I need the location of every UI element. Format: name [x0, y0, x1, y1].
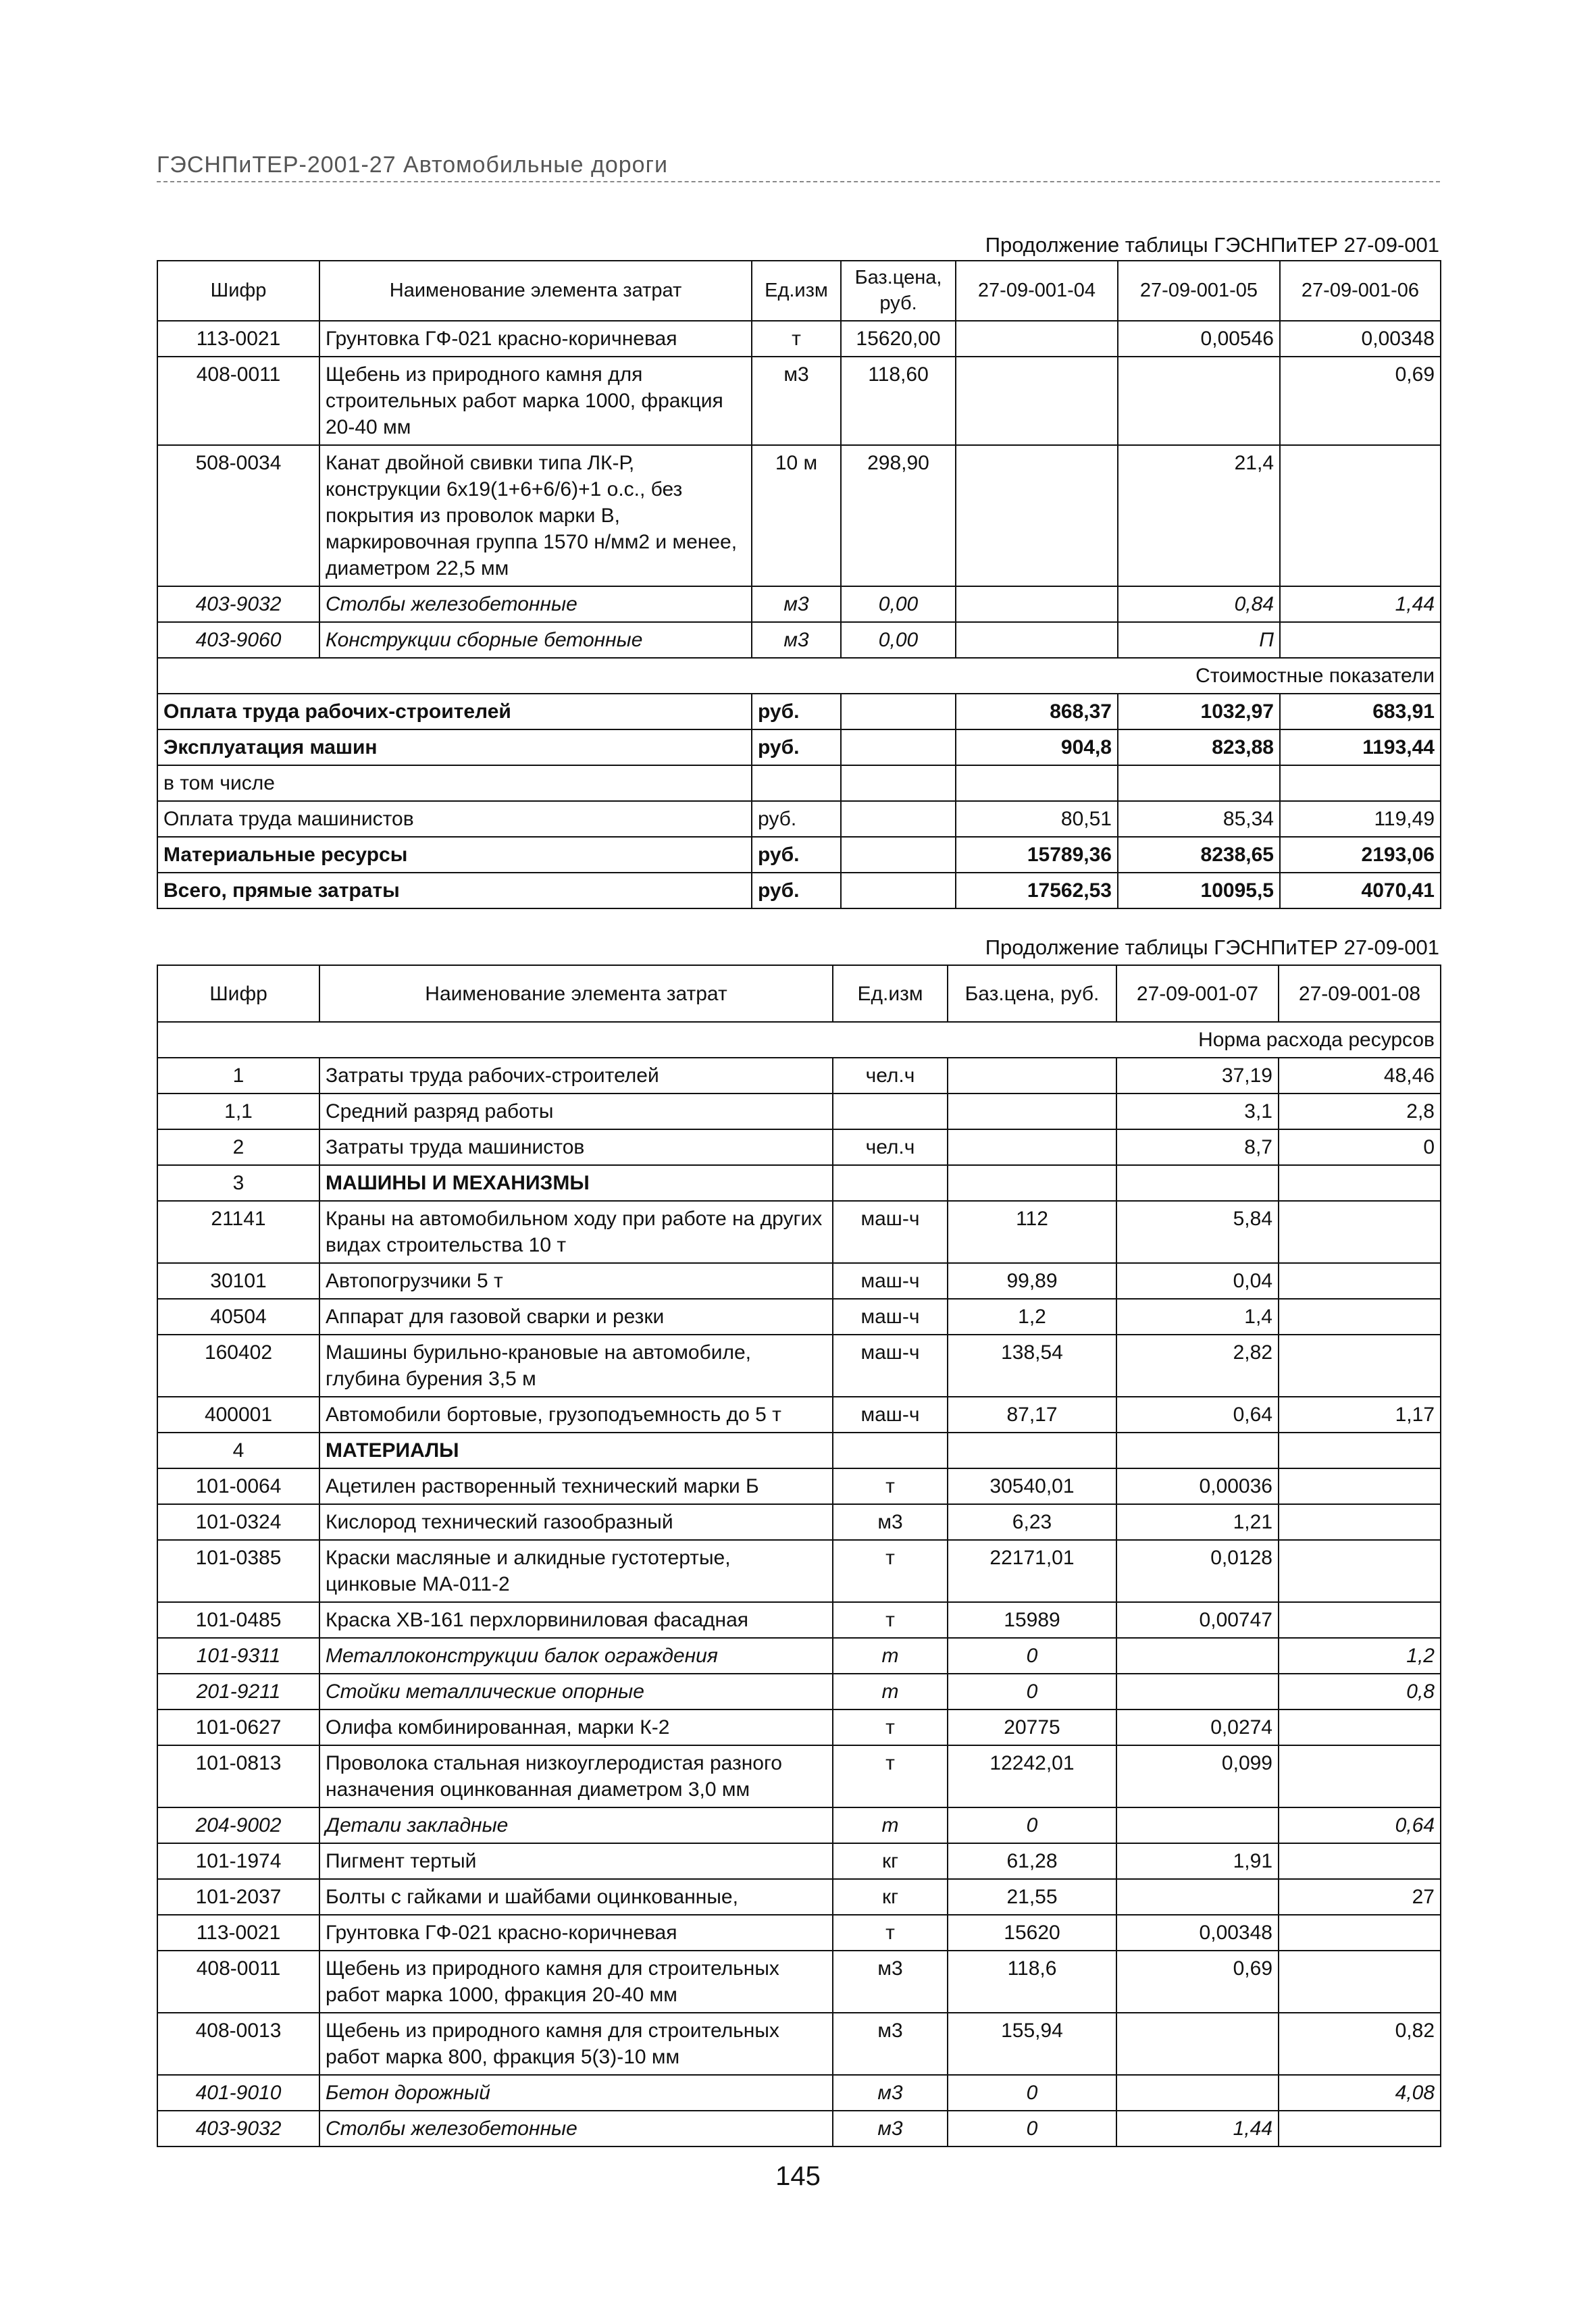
cell-value: 0,64 — [1116, 1397, 1279, 1433]
cell-name: Болты с гайками и шайбами оцинкованные, — [319, 1879, 833, 1915]
cell-value: 0,00348 — [1116, 1915, 1279, 1951]
cell-unit: м3 — [833, 1951, 948, 2013]
table1-caption: Продолжение таблицы ГЭСНПиТЕР 27-09-001 — [985, 233, 1439, 257]
cell-value — [1116, 1807, 1279, 1843]
header-code: Шифр — [157, 261, 319, 321]
cost-row — [157, 729, 1441, 765]
cell-value — [1279, 1602, 1441, 1638]
cell-code: 3 — [157, 1165, 319, 1201]
cell-unit: м3 — [833, 1504, 948, 1540]
cell-value: 1,4 — [1116, 1299, 1279, 1335]
cell-price: 118,60 — [841, 357, 956, 445]
cost-value: 904,8 — [956, 729, 1118, 765]
cell-unit: кг — [833, 1879, 948, 1915]
cell-price: 12242,01 — [948, 1745, 1116, 1807]
cell-price — [948, 1058, 1116, 1094]
cell-value — [1279, 1335, 1441, 1397]
table-row — [157, 1879, 1441, 1915]
cell-unit: маш-ч — [833, 1397, 948, 1433]
cell-price: 21,55 — [948, 1879, 1116, 1915]
cell-value: 5,84 — [1116, 1201, 1279, 1263]
cell-value — [1279, 1299, 1441, 1335]
cell-value: 1,21 — [1116, 1504, 1279, 1540]
table-row — [157, 1674, 1441, 1709]
cell-value: 0,69 — [1116, 1951, 1279, 2013]
cell-unit: т — [833, 1745, 948, 1807]
table-row — [157, 1129, 1441, 1165]
cell-name: Щебень из природного камня для строительных работ марка 800, фракция 5(3)-10 мм — [319, 2013, 833, 2075]
cell-value: 27 — [1279, 1879, 1441, 1915]
table-row — [157, 445, 1441, 586]
cell-value: 1,91 — [1116, 1843, 1279, 1879]
cell-value — [1116, 1433, 1279, 1468]
cell-value — [956, 445, 1118, 586]
cell-value — [1279, 2111, 1441, 2146]
cell-unit: маш-ч — [833, 1201, 948, 1263]
cell-name: Пигмент тертый — [319, 1843, 833, 1879]
table-row — [157, 1602, 1441, 1638]
cost-price — [841, 729, 956, 765]
cell-value: 0,8 — [1279, 1674, 1441, 1709]
cell-value: 48,46 — [1279, 1058, 1441, 1094]
cost-price — [841, 801, 956, 837]
header-unit: Ед.изм — [833, 965, 948, 1022]
cost-value — [1118, 765, 1280, 801]
cost-unit — [752, 765, 841, 801]
cost-value: 1193,44 — [1280, 729, 1441, 765]
cell-value: 0,84 — [1118, 586, 1280, 622]
cell-name: Краска ХВ-161 перхлорвиниловая фасадная — [319, 1602, 833, 1638]
cost-value — [956, 765, 1118, 801]
cost-value: 8238,65 — [1118, 837, 1280, 873]
cell-name: Машины бурильно-крановые на автомобиле, глубина бурения 3,5 м — [319, 1335, 833, 1397]
cell-value — [1279, 1263, 1441, 1299]
header-name: Наименование элемента затрат — [319, 965, 833, 1022]
cell-price: 87,17 — [948, 1397, 1116, 1433]
cell-value: 0,00747 — [1116, 1602, 1279, 1638]
table-row — [157, 321, 1441, 357]
header-code: Шифр — [157, 965, 319, 1022]
cost-value: 119,49 — [1280, 801, 1441, 837]
cell-value — [956, 622, 1118, 658]
cell-price: 99,89 — [948, 1263, 1116, 1299]
cell-unit: 10 м — [752, 445, 841, 586]
cell-value — [1279, 1540, 1441, 1602]
cell-code: 201-9211 — [157, 1674, 319, 1709]
cell-code: 403-9032 — [157, 2111, 319, 2146]
document-header: ГЭСНПиТЕР-2001-27 Автомобильные дороги — [157, 152, 1440, 182]
cell-unit: т — [752, 321, 841, 357]
cell-unit: т — [833, 1602, 948, 1638]
table-row — [157, 2013, 1441, 2075]
cell-value: 0,00348 — [1280, 321, 1441, 357]
cost-row — [157, 694, 1441, 729]
cell-name: Затраты труда рабочих-строителей — [319, 1058, 833, 1094]
table-row — [157, 2075, 1441, 2111]
cell-name: Столбы железобетонные — [319, 586, 752, 622]
cell-code: 1 — [157, 1058, 319, 1094]
cell-code: 408-0013 — [157, 2013, 319, 2075]
table-row — [157, 1058, 1441, 1094]
cell-unit — [833, 1165, 948, 1201]
cell-code: 113-0021 — [157, 321, 319, 357]
cell-price: 0,00 — [841, 586, 956, 622]
cell-value: 0,00036 — [1116, 1468, 1279, 1504]
cost-unit: руб. — [752, 837, 841, 873]
cell-code: 408-0011 — [157, 1951, 319, 2013]
cell-code: 1,1 — [157, 1094, 319, 1129]
table-row — [157, 1263, 1441, 1299]
cost-value: 2193,06 — [1280, 837, 1441, 873]
cell-name: Канат двойной свивки типа ЛК-Р, конструкции 6х19(1+6+6/6)+1 о.с., без покрытия из проволок марки В, маркировочная группа 1570 н/мм2 и менее, диаметром 22,5 мм — [319, 445, 752, 586]
cost-unit: руб. — [752, 729, 841, 765]
cell-value: 0 — [1279, 1129, 1441, 1165]
table2-header-row — [157, 965, 1441, 1022]
cell-unit: т — [833, 1674, 948, 1709]
cell-value: 4,08 — [1279, 2075, 1441, 2111]
cell-name: Краски масляные и алкидные густотертые, цинковые МА-011-2 — [319, 1540, 833, 1602]
cell-value — [1279, 1201, 1441, 1263]
cell-name: Аппарат для газовой сварки и резки — [319, 1299, 833, 1335]
cell-value: П — [1118, 622, 1280, 658]
cell-price — [948, 1094, 1116, 1129]
cell-unit: м3 — [752, 357, 841, 445]
table-row — [157, 1951, 1441, 2013]
cost-value — [1280, 765, 1441, 801]
table-row — [157, 622, 1441, 658]
table1-header-row — [157, 261, 1441, 321]
cell-unit: маш-ч — [833, 1263, 948, 1299]
cell-value: 0,00546 — [1118, 321, 1280, 357]
cell-code: 101-9311 — [157, 1638, 319, 1674]
cell-name: Конструкции сборные бетонные — [319, 622, 752, 658]
cell-price: 22171,01 — [948, 1540, 1116, 1602]
cell-name: МАТЕРИАЛЫ — [319, 1433, 833, 1468]
table2 — [157, 965, 1441, 2147]
cost-price — [841, 694, 956, 729]
cell-price: 112 — [948, 1201, 1116, 1263]
cell-price: 15989 — [948, 1602, 1116, 1638]
cell-code: 21141 — [157, 1201, 319, 1263]
cell-value: 1,17 — [1279, 1397, 1441, 1433]
table-row — [157, 1638, 1441, 1674]
cost-unit: руб. — [752, 873, 841, 908]
cell-code: 400001 — [157, 1397, 319, 1433]
cell-unit: маш-ч — [833, 1299, 948, 1335]
cell-name: Щебень из природного камня для строительных работ марка 1000, фракция 20-40 мм — [319, 1951, 833, 2013]
cell-code: 4 — [157, 1433, 319, 1468]
header-col-06: 27-09-001-06 — [1280, 261, 1441, 321]
cell-name: Краны на автомобильном ходу при работе на других видах строительства 10 т — [319, 1201, 833, 1263]
cell-value: 0,64 — [1279, 1807, 1441, 1843]
cost-price — [841, 837, 956, 873]
header-col-07: 27-09-001-07 — [1116, 965, 1279, 1022]
cell-code: 401-9010 — [157, 2075, 319, 2111]
table2-caption: Продолжение таблицы ГЭСНПиТЕР 27-09-001 — [985, 935, 1439, 959]
cost-name: Эксплуатация машин — [157, 729, 752, 765]
cell-price: 0,00 — [841, 622, 956, 658]
cell-value — [1279, 1433, 1441, 1468]
cost-value: 868,37 — [956, 694, 1118, 729]
cell-price: 0 — [948, 1674, 1116, 1709]
cell-name: Детали закладные — [319, 1807, 833, 1843]
cell-name: Средний разряд работы — [319, 1094, 833, 1129]
cell-code: 40504 — [157, 1299, 319, 1335]
cell-name: Проволока стальная низкоуглеродистая разного назначения оцинкованная диаметром 3,0 мм — [319, 1745, 833, 1807]
header-col-04: 27-09-001-04 — [956, 261, 1118, 321]
cost-price — [841, 765, 956, 801]
cell-unit — [833, 1094, 948, 1129]
cell-value: 0,0128 — [1116, 1540, 1279, 1602]
cost-value: 15789,36 — [956, 837, 1118, 873]
cell-unit: чел.ч — [833, 1129, 948, 1165]
cell-value — [1116, 1674, 1279, 1709]
cell-unit: т — [833, 1638, 948, 1674]
cell-price: 15620,00 — [841, 321, 956, 357]
table-row — [157, 1094, 1441, 1129]
cell-value — [1118, 357, 1280, 445]
cell-price: 30540,01 — [948, 1468, 1116, 1504]
cell-value: 0,82 — [1279, 2013, 1441, 2075]
cost-value: 1032,97 — [1118, 694, 1280, 729]
cell-unit: кг — [833, 1843, 948, 1879]
cell-unit: т — [833, 1468, 948, 1504]
cell-value: 0,099 — [1116, 1745, 1279, 1807]
cell-value — [1116, 1165, 1279, 1201]
cell-code: 101-0324 — [157, 1504, 319, 1540]
cell-price: 118,6 — [948, 1951, 1116, 2013]
cell-value: 3,1 — [1116, 1094, 1279, 1129]
header-unit: Ед.изм — [752, 261, 841, 321]
cell-unit: т — [833, 1807, 948, 1843]
cell-value — [956, 357, 1118, 445]
cell-value — [1279, 1843, 1441, 1879]
cell-value — [1279, 1915, 1441, 1951]
cell-value — [1279, 1468, 1441, 1504]
cost-value: 10095,5 — [1118, 873, 1280, 908]
cell-value — [956, 586, 1118, 622]
cell-unit: м3 — [752, 586, 841, 622]
cost-value: 683,91 — [1280, 694, 1441, 729]
page-number: 145 — [775, 2161, 821, 2191]
cell-price: 155,94 — [948, 2013, 1116, 2075]
cost-value: 80,51 — [956, 801, 1118, 837]
cell-value: 0,04 — [1116, 1263, 1279, 1299]
cell-price: 6,23 — [948, 1504, 1116, 1540]
table-row — [157, 1843, 1441, 1879]
cell-price: 15620 — [948, 1915, 1116, 1951]
table-row — [157, 1468, 1441, 1504]
cost-value: 4070,41 — [1280, 873, 1441, 908]
cell-code: 101-0813 — [157, 1745, 319, 1807]
cell-name: Грунтовка ГФ-021 красно-коричневая — [319, 1915, 833, 1951]
header-price: Баз.цена, руб. — [841, 261, 956, 321]
cell-code: 101-0485 — [157, 1602, 319, 1638]
cell-name: МАШИНЫ И МЕХАНИЗМЫ — [319, 1165, 833, 1201]
cell-name: Грунтовка ГФ-021 красно-коричневая — [319, 321, 752, 357]
cost-value: 17562,53 — [956, 873, 1118, 908]
cell-value — [1279, 1504, 1441, 1540]
cell-value — [1116, 1879, 1279, 1915]
table-row — [157, 1709, 1441, 1745]
cell-price: 0 — [948, 1638, 1116, 1674]
cell-unit: т — [833, 1709, 948, 1745]
cost-row — [157, 837, 1441, 873]
cell-price — [948, 1433, 1116, 1468]
cell-code: 101-0627 — [157, 1709, 319, 1745]
cell-value — [1116, 1638, 1279, 1674]
table-row — [157, 2111, 1441, 2146]
cell-name: Затраты труда машинистов — [319, 1129, 833, 1165]
cost-value: 823,88 — [1118, 729, 1280, 765]
cell-unit: м3 — [833, 2013, 948, 2075]
cell-name: Столбы железобетонные — [319, 2111, 833, 2146]
cell-unit: м3 — [752, 622, 841, 658]
cell-code: 403-9032 — [157, 586, 319, 622]
cell-value — [956, 321, 1118, 357]
table1-section-row — [157, 658, 1441, 694]
cell-code: 101-0385 — [157, 1540, 319, 1602]
cost-unit: руб. — [752, 694, 841, 729]
table2-section-row — [157, 1022, 1441, 1058]
cell-unit: т — [833, 1915, 948, 1951]
cell-value: 2,8 — [1279, 1094, 1441, 1129]
cell-value — [1279, 1951, 1441, 2013]
cost-name: Оплата труда рабочих-строителей — [157, 694, 752, 729]
cell-price: 298,90 — [841, 445, 956, 586]
cell-price: 0 — [948, 2075, 1116, 2111]
table-row — [157, 1504, 1441, 1540]
table1 — [157, 260, 1441, 909]
cell-name: Автомобили бортовые, грузоподъемность до 5 т — [319, 1397, 833, 1433]
cell-code: 101-2037 — [157, 1879, 319, 1915]
cell-value — [1279, 1165, 1441, 1201]
cell-value: 21,4 — [1118, 445, 1280, 586]
cell-value: 37,19 — [1116, 1058, 1279, 1094]
cost-name: Оплата труда машинистов — [157, 801, 752, 837]
cell-name: Кислород технический газообразный — [319, 1504, 833, 1540]
cell-code: 408-0011 — [157, 357, 319, 445]
cost-row — [157, 765, 1441, 801]
cell-price: 0 — [948, 1807, 1116, 1843]
cell-unit: т — [833, 1540, 948, 1602]
cell-value: 8,7 — [1116, 1129, 1279, 1165]
cell-code: 30101 — [157, 1263, 319, 1299]
header-name: Наименование элемента затрат — [319, 261, 752, 321]
cost-value: 85,34 — [1118, 801, 1280, 837]
cell-price: 0 — [948, 2111, 1116, 2146]
cell-value: 1,2 — [1279, 1638, 1441, 1674]
cell-value: 2,82 — [1116, 1335, 1279, 1397]
cell-value — [1280, 622, 1441, 658]
table-row — [157, 1299, 1441, 1335]
cost-name: Всего, прямые затраты — [157, 873, 752, 908]
table-row — [157, 1397, 1441, 1433]
cell-name: Стойки металлические опорные — [319, 1674, 833, 1709]
cell-unit: чел.ч — [833, 1058, 948, 1094]
table-row — [157, 1745, 1441, 1807]
cell-name: Щебень из природного камня для строительных работ марка 1000, фракция 20-40 мм — [319, 357, 752, 445]
cell-value: 0,69 — [1280, 357, 1441, 445]
cell-value — [1116, 2013, 1279, 2075]
header-col-05: 27-09-001-05 — [1118, 261, 1280, 321]
cell-code: 508-0034 — [157, 445, 319, 586]
cost-price — [841, 873, 956, 908]
cell-code: 101-1974 — [157, 1843, 319, 1879]
cell-price: 20775 — [948, 1709, 1116, 1745]
cell-price: 61,28 — [948, 1843, 1116, 1879]
cost-row — [157, 801, 1441, 837]
cell-name: Металлоконструкции балок ограждения — [319, 1638, 833, 1674]
cell-unit: м3 — [833, 2075, 948, 2111]
cell-value: 1,44 — [1116, 2111, 1279, 2146]
cell-price — [948, 1165, 1116, 1201]
table-row — [157, 1165, 1441, 1201]
cell-code: 113-0021 — [157, 1915, 319, 1951]
table-row — [157, 1540, 1441, 1602]
cell-code: 2 — [157, 1129, 319, 1165]
cell-value — [1280, 445, 1441, 586]
table-row — [157, 1433, 1441, 1468]
cell-code: 403-9060 — [157, 622, 319, 658]
cell-value: 1,44 — [1280, 586, 1441, 622]
table2-section-label: Норма расхода ресурсов — [157, 1022, 1441, 1058]
cell-code: 101-0064 — [157, 1468, 319, 1504]
table-row — [157, 357, 1441, 445]
table-row — [157, 1915, 1441, 1951]
table-row — [157, 586, 1441, 622]
table-row — [157, 1335, 1441, 1397]
cell-name: Ацетилен растворенный технический марки Б — [319, 1468, 833, 1504]
cell-unit: маш-ч — [833, 1335, 948, 1397]
cost-unit: руб. — [752, 801, 841, 837]
header-col-08: 27-09-001-08 — [1279, 965, 1441, 1022]
cell-name: Олифа комбинированная, марки К-2 — [319, 1709, 833, 1745]
cell-value: 0,0274 — [1116, 1709, 1279, 1745]
table-row — [157, 1201, 1441, 1263]
cell-name: Автопогрузчики 5 т — [319, 1263, 833, 1299]
cell-price — [948, 1129, 1116, 1165]
header-price: Баз.цена, руб. — [948, 965, 1116, 1022]
cell-unit: м3 — [833, 2111, 948, 2146]
cell-code: 160402 — [157, 1335, 319, 1397]
cell-unit — [833, 1433, 948, 1468]
cell-value — [1279, 1709, 1441, 1745]
table-row — [157, 1807, 1441, 1843]
cost-name: в том числе — [157, 765, 752, 801]
cell-value — [1279, 1745, 1441, 1807]
cell-price: 1,2 — [948, 1299, 1116, 1335]
table1-section-label: Стоимостные показатели — [157, 658, 1441, 694]
cell-price: 138,54 — [948, 1335, 1116, 1397]
cell-name: Бетон дорожный — [319, 2075, 833, 2111]
cell-value — [1116, 2075, 1279, 2111]
cell-code: 204-9002 — [157, 1807, 319, 1843]
cost-row — [157, 873, 1441, 908]
cost-name: Материальные ресурсы — [157, 837, 752, 873]
